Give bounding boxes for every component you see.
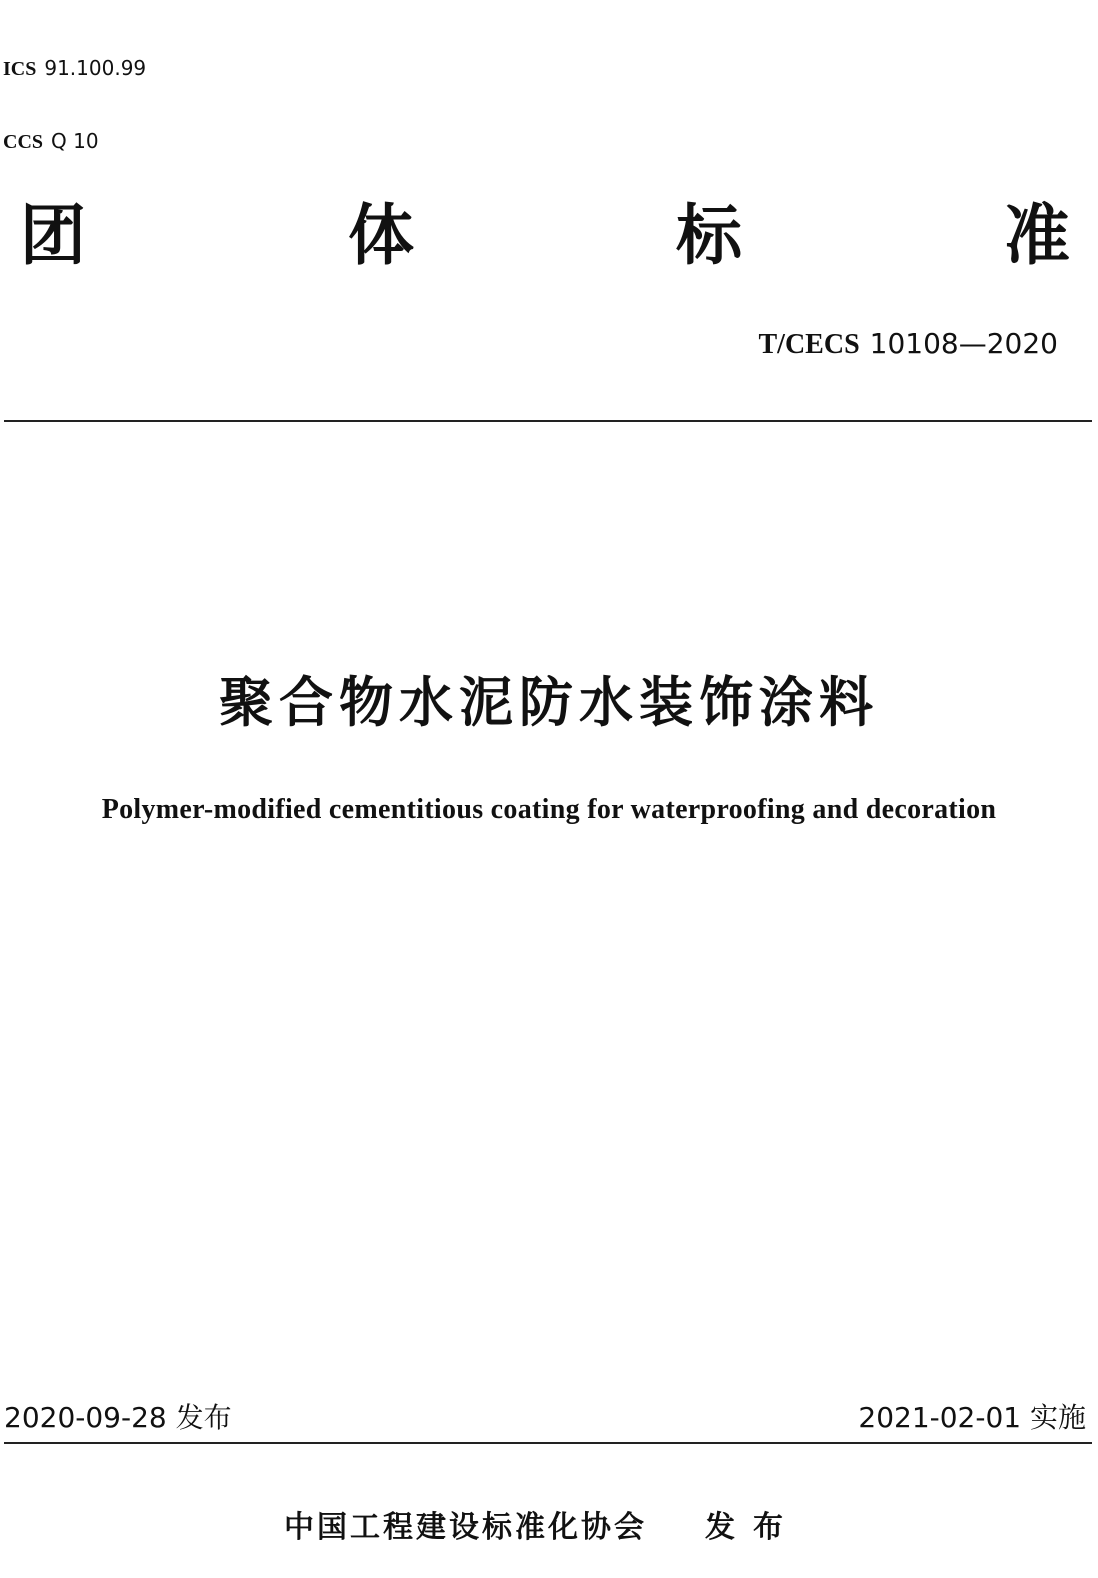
footer-divider — [4, 1442, 1092, 1444]
ics-label: ICS — [3, 58, 37, 80]
standard-code — [759, 326, 1059, 363]
header-divider — [4, 420, 1092, 422]
standard-code-prefix: T/CECS — [758, 329, 860, 360]
ccs-value: Q 10 — [51, 129, 99, 153]
issue-date: 2020-09-28 发布 — [4, 1401, 232, 1434]
standard-type-heading — [20, 196, 1070, 276]
standard-type-char: 准 — [1004, 197, 1070, 274]
standard-type-char: 体 — [348, 197, 414, 274]
issuer-organization: 中国工程建设标准化协会 — [284, 1510, 647, 1545]
ccs-label: CCS — [3, 131, 44, 153]
standard-type-char: 团 — [20, 197, 86, 274]
ics-value: 91.100.99 — [44, 56, 147, 80]
issuer-action: 发布 — [705, 1510, 801, 1545]
ccs-line — [3, 129, 146, 154]
classification-codes — [3, 8, 146, 178]
standard-type-char: 标 — [676, 197, 742, 274]
title-english: Polymer-modified cementitious coating for waterproofing and decoration — [101, 794, 997, 825]
standard-code-number: 10108—2020 — [869, 327, 1058, 360]
title-chinese: 聚合物水泥防水装饰涂料 — [219, 671, 879, 734]
issuer-line — [284, 1508, 801, 1548]
implementation-date: 2021-02-01 实施 — [858, 1401, 1086, 1434]
ics-line — [3, 56, 146, 81]
